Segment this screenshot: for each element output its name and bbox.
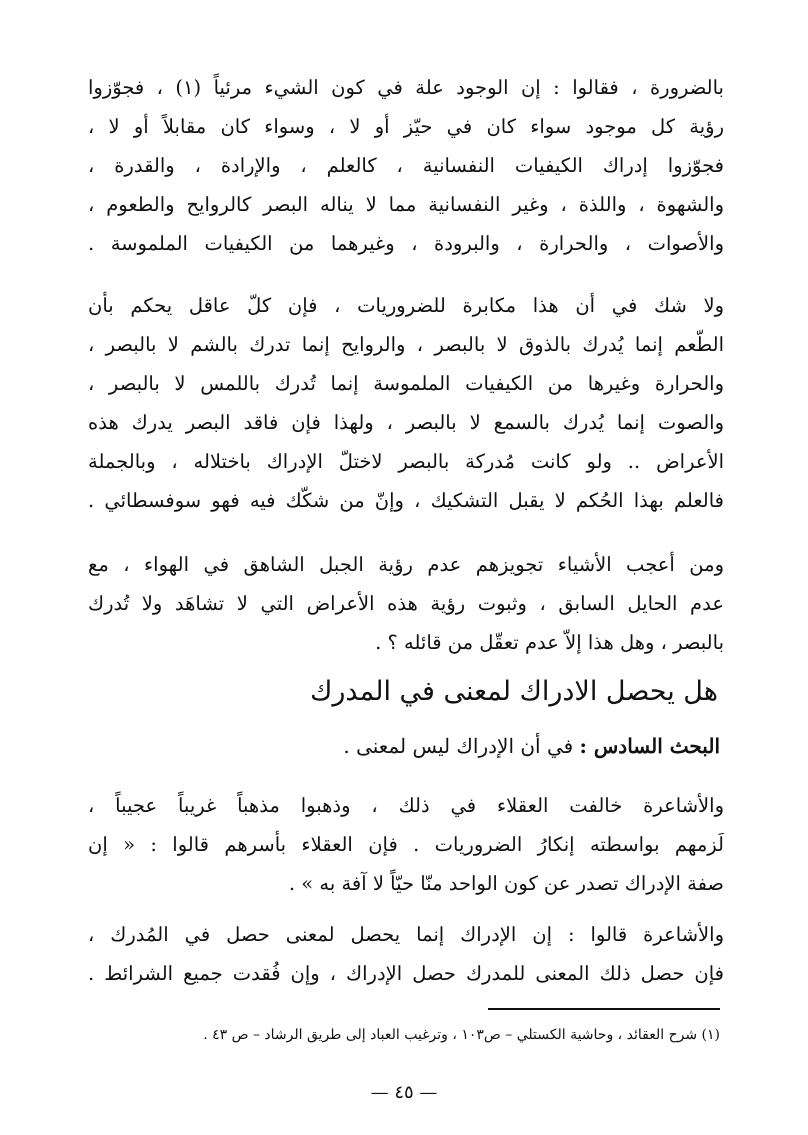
- text-line: فإن حصل ذلك المعنى للمدرك حصل الإدراك ، وإن فُقدت جميع الشرائط .: [88, 962, 724, 985]
- text-line: الطّعم إنما يُدرك بالذوق لا بالبصر ، والروايح إنما تدرك بالشم لا بالبصر ،: [88, 333, 724, 356]
- section-heading: هل يحصل الادراك لمعنى في المدرك: [310, 676, 718, 707]
- text-line: بالضرورة ، فقالوا : إن الوجود علة في كون الشيء مرئياً (١) ، فجوّزوا: [88, 76, 724, 99]
- text-line: والأشاعرة قالوا : إن الإدراك إنما يحصل لمعنى حصل في المُدرك ،: [88, 923, 724, 946]
- text-line: والشهوة ، واللذة ، وغير النفسانية مما لا يناله البصر كالروايح والطعوم ،: [88, 193, 724, 216]
- text-line: لَزمهم بواسطته إنكارُ الضروريات . فإن العقلاء بأسرهم قالوا : « إن: [88, 833, 724, 856]
- text-line: فالعلم بهذا الحُكم لا يقبل التشكيك ، وإنّ من شكّك فيه فهو سوفسطائي .: [88, 489, 724, 512]
- paragraph-3: [88, 545, 724, 662]
- text-line: الأعراض .. ولو كانت مُدركة بالبصر لاختلّ الإدراك باختلاله ، وبالجملة: [88, 450, 724, 473]
- text-line: ومن أعجب الأشياء تجويزهم عدم رؤية الجبل الشاهق في الهواء ، مع: [88, 553, 724, 576]
- text-line: بالبصر ، وهل هذا إلاّ عدم تعقّل من قائله ؟ .: [375, 631, 724, 654]
- footnote-divider: [488, 1008, 720, 1010]
- text-line: والأشاعرة خالفت العقلاء في ذلك ، وذهبوا مذهباً غريباً عجيباً ،: [88, 794, 724, 817]
- section-label-subtitle: في أن الإدراك ليس لمعنى .: [343, 734, 574, 758]
- text-line: والأصوات ، والحرارة ، والبرودة ، وغيرهما من الكيفيات الملموسة .: [88, 232, 724, 255]
- paragraph-2: [88, 286, 724, 520]
- text-line: رؤية كل موجود سواء كان في حيّز أو لا ، وسواء كان مقابلاً أو لا ،: [88, 115, 724, 138]
- text-line: فجوّزوا إدراك الكيفيات النفسانية ، كالعلم ، والإرادة ، والقدرة ،: [88, 154, 724, 177]
- section-label-title: البحث السادس :: [579, 734, 720, 758]
- section-label: [343, 728, 720, 764]
- text-line: والصوت إنما يُدرك بالسمع لا بالبصر ، ولهذا فإن فاقد البصر يدرك هذه: [88, 411, 724, 434]
- text-line: صفة الإدراك تصدر عن كون الواحد منّا حيّاً لا آفة به » .: [288, 872, 724, 895]
- paragraph-1: [88, 68, 724, 263]
- footnote: (١) شرح العقائد ، وحاشية الكستلي – ص١٠٣ ، وترغيب العباد إلى طريق الرشاد – ص ٤٣ .: [203, 1027, 720, 1043]
- text-line: ولا شك في أن هذا مكابرة للضروريات ، فإن كلّ عاقل يحكم بأن: [88, 294, 724, 317]
- paragraph-5: [88, 915, 724, 993]
- paragraph-4: [88, 786, 724, 903]
- page-number: — ٤٥ —: [370, 1082, 438, 1103]
- text-line: والحرارة وغيرها من الكيفيات الملموسة إنما تُدرك باللمس لا بالبصر ،: [88, 372, 724, 395]
- text-line: عدم الحايل السابق ، وثبوت رؤية هذه الأعراض التي لا تشاهَد ولا تُدرك: [88, 592, 724, 615]
